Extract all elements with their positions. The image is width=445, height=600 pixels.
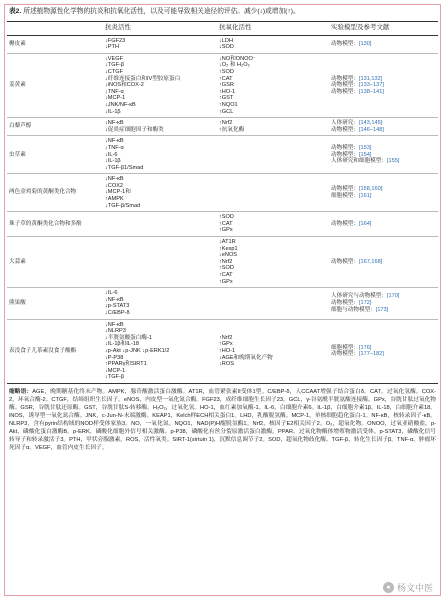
anti-inflammatory-marker: ↓COX2: [105, 182, 124, 189]
wechat-icon: ●: [383, 582, 394, 593]
anti-inflammatory-marker: ↓MCP-1: [105, 95, 126, 102]
compound-name: 珠子草的黄酮类化合物和多酚: [7, 212, 103, 237]
anti-inflammatory-marker: ↓NF-κB: [105, 176, 124, 183]
model-type: 动物模型：: [331, 75, 359, 82]
reference-link[interactable]: [146–148]: [358, 126, 384, 133]
model-type: 动物模型：: [331, 151, 359, 158]
reference-link[interactable]: [172]: [358, 300, 372, 307]
reference-link[interactable]: [155]: [386, 158, 400, 165]
anti-inflammatory-marker: ↓TGF-β: [105, 374, 125, 381]
model-type: 细胞与动物模型：: [331, 306, 376, 313]
antioxidant-marker: ↑Nrf2: [219, 120, 233, 127]
antioxidant-marker: ↑SOD: [219, 68, 234, 75]
antioxidant-marker: ↑Nrf2: [219, 258, 233, 265]
antioxidant-marker: ↓SOD: [219, 44, 234, 51]
antioxidant-marker: ↓eNOS: [219, 252, 238, 259]
antioxidant-marker: ↑SOD: [219, 214, 234, 221]
model-type: 人体研究与动物模型：: [331, 293, 387, 300]
reference-link[interactable]: [138–141]: [358, 88, 384, 95]
reference-link[interactable]: [133–137]: [358, 82, 384, 89]
reference-link[interactable]: [131,132]: [358, 75, 383, 82]
model-type: 细胞模型：: [331, 192, 359, 199]
antioxidant-marker: ↓ROS: [219, 361, 234, 368]
antioxidant-marker: ↓AT1R: [219, 239, 236, 246]
antioxidant-marker: ↑CAT: [219, 272, 233, 278]
model-type: 动物模型：: [331, 220, 359, 227]
anti-inflammatory-marker: ↓p-Akt ↓p-JNK ↓p-ERK1/2: [105, 347, 170, 354]
antioxidant-marker: ↑Nrf2: [219, 334, 233, 341]
compound-name: 姜黄素: [7, 53, 103, 117]
antioxidant-marker: ↑GPx: [219, 227, 233, 234]
reference-link[interactable]: [177–182]: [358, 351, 384, 358]
anti-inflammatory-marker: ↓NF-κB: [105, 296, 124, 303]
model-type: 动物模型：: [331, 300, 359, 307]
antioxidant-marker: ↓O₂ 和 H₂O₂: [219, 62, 250, 69]
anti-inflammatory-marker: ↓半胱氨酸蛋白酶-1: [105, 334, 152, 341]
table-frame: [4, 4, 441, 596]
model-type: 动物模型：: [331, 88, 359, 95]
reference-link[interactable]: [153]: [358, 144, 372, 151]
anti-inflammatory-marker: ↓NF-κB: [105, 120, 124, 127]
model-type: 动物模型：: [331, 258, 359, 265]
anti-inflammatory-marker: ↑PPARγ和SIRT1: [105, 361, 147, 368]
anti-inflammatory-marker: ↓FGF23: [105, 37, 126, 44]
model-type: 人体研究和细胞模型：: [331, 158, 387, 165]
model-type: 动物模型：: [331, 126, 359, 133]
antioxidant-marker: ↑GSR: [219, 82, 234, 89]
header-model-refs: 实验模型及参考文献: [329, 22, 438, 36]
antioxidant-marker: ↓NO和ONOO⁻: [219, 55, 256, 62]
anti-inflammatory-marker: ↓iNOS和COX-2: [105, 82, 144, 89]
reference-link[interactable]: [130]: [358, 40, 372, 47]
anti-inflammatory-marker: ↓纤维连接蛋白和IV型胶原蛋白: [105, 75, 181, 82]
reference-link[interactable]: [170]: [386, 293, 400, 300]
header-anti-inflammatory: 抗炎活性: [103, 22, 217, 36]
compound-name: 虫草素: [7, 136, 103, 174]
model-type: 动物模型：: [331, 144, 359, 151]
anti-inflammatory-marker: ↓TNF-α: [105, 144, 124, 151]
antioxidant-marker: ↑GST: [219, 95, 234, 102]
caption-label: 表2.: [9, 8, 22, 15]
antioxidant-marker: ↑GPx: [219, 341, 233, 348]
compound-name: 白藜芦醇: [7, 118, 103, 136]
caption-text: 所述植物源性化学物的抗炎和抗氧化活性，以及可能导致相关途径的评估。减少(↓)或增加(↑)。: [23, 8, 300, 15]
anti-inflammatory-marker: ↓TNF-α: [105, 88, 124, 95]
reference-link[interactable]: [173]: [375, 306, 389, 313]
watermark: [383, 581, 433, 594]
antioxidant-marker: ↑CAT: [219, 220, 233, 227]
anti-inflammatory-marker: ↓MCP-1: [105, 367, 126, 374]
antioxidant-marker: ↑Kesp1: [219, 245, 238, 252]
reference-link[interactable]: [158,160]: [358, 186, 383, 193]
reference-link[interactable]: [164]: [358, 220, 372, 227]
compound-name: 两色金鸡菊的黄酮类化合物: [7, 174, 103, 212]
antioxidant-marker: ↑CAT: [219, 75, 233, 82]
anti-inflammatory-marker: ↓VEGF: [105, 55, 124, 62]
reference-link[interactable]: [176]: [358, 344, 372, 351]
anti-inflammatory-marker: ↓NF-κB: [105, 321, 124, 328]
antioxidant-marker: ↑HO-1: [219, 347, 236, 354]
anti-inflammatory-marker: ↓C/EBP-δ: [105, 309, 130, 316]
legend-label: 缩略语：: [9, 388, 33, 395]
reference-link[interactable]: [167,168]: [358, 258, 383, 265]
model-type: 动物模型：: [331, 351, 359, 358]
compound-name: 熊果酸: [7, 288, 103, 319]
anti-inflammatory-marker: ↓TGF-β: [105, 62, 125, 69]
antioxidant-marker: ↑GPx: [219, 278, 233, 285]
reference-link[interactable]: [143,145]: [358, 120, 383, 127]
anti-inflammatory-marker: ↓JNK/NF-κB: [105, 101, 136, 108]
antioxidant-marker: ↑SOD: [219, 265, 234, 272]
anti-inflammatory-marker: ↓IL-1β和IL-18: [105, 341, 139, 348]
compound-name: 表没食子儿茶素没食子酸酯: [7, 319, 103, 383]
header-antioxidant: 抗氧化活性: [217, 22, 329, 36]
anti-inflammatory-marker: ↓CTGF: [105, 68, 124, 75]
model-type: 动物模型：: [331, 40, 359, 47]
antioxidant-marker: ↓AGE和晚期氧化产物: [219, 354, 273, 361]
anti-inflammatory-marker: ↓IL-1β: [105, 158, 121, 165]
anti-inflammatory-marker: ↓PTH: [105, 44, 119, 51]
model-type: 人体研究：: [331, 120, 359, 127]
anti-inflammatory-marker: ↑AMPK: [105, 196, 124, 203]
anti-inflammatory-marker: ↓IL-1β: [105, 108, 121, 115]
anti-inflammatory-marker: ↓P-P38: [105, 354, 124, 361]
anti-inflammatory-marker: ↓NF-κB: [105, 138, 124, 145]
legend-text: AGE，晚期糖基化终末产物。AMPK，腺苷酸激活蛋白激酶。AT1R，血管紧张素II受体1型。C/EBP-δ，人CCAAT增强子结合蛋白δ。CAT，过氧化氢酶。COX-2，环氧合酶-2。CTGF，结缔组织生长因子。eNOS，内皮型一氧化氮合酶。FGF23，成纤维细胞生长因子23。GCL，γ-谷氨酰半胱氨酸连接酶。GPx，谷胱甘肽过氧化物酶。GSR，谷胱甘肽还原酶。GST，谷胱甘肽S-转移酶。H₂O₂，过氧化氢。HO-1，血红素加氧酶-1。IL-6，白细胞介素6。IL-1β，白细胞介素1β。IL-18，白细胞介素18。iNOS，诱导型一氧化氮合酶。JNK，c-Jun-N-末端激酶。KEAP1，Kelch样ECH相关蛋白1。LHD，乳酸脱氢酶。MCP-1，单核细胞趋化蛋白-1。NF-κB，核转录因子-κB。NLRP3，含有pyrin结构域的NOD样受体家族3。NO，一氧化氮。NQO1，NAD(P)H醌脱氢酶1。Nrf2，核因子E2相关因子2。O₂，超氧化物。ONOO，过氧亚硝酸盐。p-Akt，磷酸化蛋白激酶B。p-ERK，磷酸化细胞外信号相关激酶。p-P38，磷酸化有丝分裂原激活蛋白激酶。PPAR，过氧化物酶体增殖物激活受体。p-STAT3，磷酸化信号转导子和转录激活子3。PTH，甲状旁腺激素。ROS，活性氧类。SIRT-1(sirtuin 1)，沉默信息调节子2。SOD，超氧化物歧化酶。TGF-β，转化生长因子β。TNF-α，肿瘤坏死因子α。VEGF，血管内皮生长因子。: [9, 388, 436, 451]
compound-name: 大蒜素: [7, 237, 103, 288]
anti-inflammatory-marker: ↓p-STAT3: [105, 303, 130, 310]
model-type: 动物模型：: [331, 82, 359, 89]
anti-inflammatory-marker: ↓TGF-β1/Smad: [105, 164, 144, 171]
anti-inflammatory-marker: ↓TGF-β/Smad: [105, 202, 141, 209]
anti-inflammatory-marker: ↓IL-6: [105, 151, 118, 158]
anti-inflammatory-marker: ↓MCP-1和: [105, 189, 131, 196]
antioxidant-marker: ↑GCL: [219, 108, 234, 115]
model-type: 细胞模型：: [331, 344, 359, 351]
antioxidant-marker: ↑HO-1: [219, 88, 236, 95]
anti-inflammatory-marker: ↓IL-6: [105, 290, 118, 297]
model-type: 动物模型：: [331, 186, 359, 193]
antioxidant-marker: ↓LDH: [219, 37, 233, 44]
anti-inflammatory-marker: ↓NLRP3: [105, 328, 126, 335]
reference-link[interactable]: [161]: [358, 192, 372, 199]
watermark-text: 杨文中医: [396, 583, 433, 593]
compound-name: 槲皮素: [7, 35, 103, 53]
anti-inflammatory-marker: ↓促炎症细胞因子和酶类: [105, 126, 164, 133]
antioxidant-marker: ↑抗氧化酶: [219, 126, 245, 133]
antioxidant-marker: ↑NQO1: [219, 101, 238, 108]
reference-link[interactable]: [154]: [358, 151, 372, 158]
